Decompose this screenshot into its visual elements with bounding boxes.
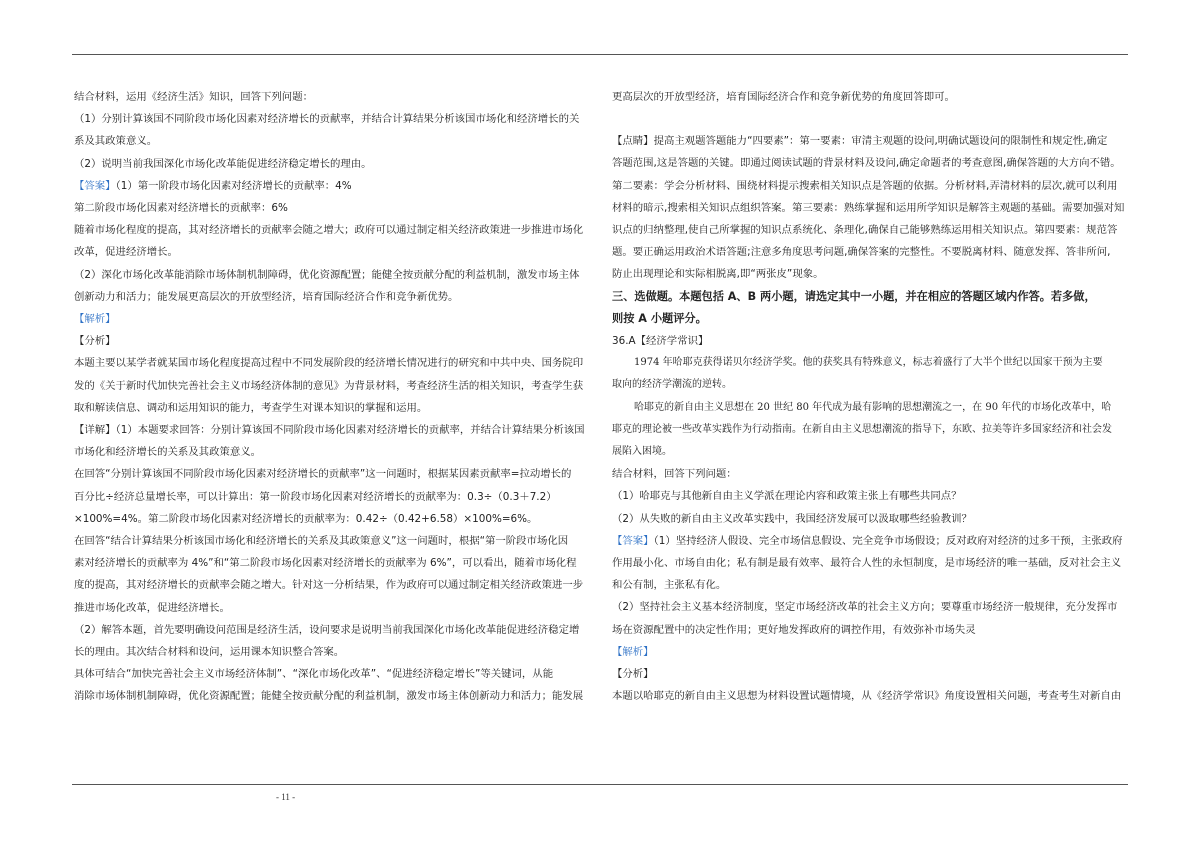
text-line: 结合材料，回答下列问题： xyxy=(612,468,737,481)
text-line: 作用最小化、市场自由化；私有制是最有效率、最符合人性的永恒制度，是市场经济的唯一基础，反对社会主义 xyxy=(612,557,1122,570)
material-line: 1974 年哈耶克获得诺贝尔经济学奖。他的获奖具有特殊意义，标志着盛行了大半个世纪以国家干预为主要 xyxy=(634,357,1103,369)
text-line: 系及其政策意义。 xyxy=(74,135,158,148)
text-line: 更高层次的开放型经济，培育国际经济合作和竞争新优势的角度回答即可。 xyxy=(612,91,955,103)
text-line: 材料的暗示,搜索相关知识点组织答案。第三要素：熟练掌握和运用所学知识是解答主观题的基础。需要加强对知 xyxy=(612,201,1125,214)
material-line: 展陷入困境。 xyxy=(612,446,672,458)
top-rule xyxy=(72,54,1128,55)
text-line: 市场化和经济增长的关系及其政策意义。 xyxy=(74,446,262,459)
text-line: （1）分别计算该国不同阶段市场化因素对经济增长的贡献率，并结合计算结果分析该国市场化和经济增长的关 xyxy=(74,113,580,126)
text-line: 第二要素：学会分析材料、围绕材料提示搜索相关知识点是答题的依据。分析材料,弄清材料的层次,就可以利用 xyxy=(612,179,1118,192)
text-line: 本题以哈耶克的新自由主义思想为材料设置试题情境，从《经济学常识》角度设置相关问题，考查考生对新自由 xyxy=(612,690,1122,703)
text-line: 和公有制，主张私有化。 xyxy=(612,579,727,592)
text-line: 在回答“分别计算该国不同阶段市场化因素对经济增长的贡献率”这一问题时，根据某因素贡献率=拉动增长的 xyxy=(74,468,572,481)
text-line: 识点的归纳整理,使自己所掌握的知识点系统化、条理化,确保自己能够熟练运用相关知识点。第四要素：规范答 xyxy=(612,224,1118,237)
text-line: 【分析】 xyxy=(612,668,654,681)
answer-tag: 【答案】 xyxy=(74,179,116,192)
answer-line: 【答案】（1）第一阶段市场化因素对经济增长的贡献率：4% xyxy=(74,179,352,192)
text-line: 度的提高，其对经济增长的贡献率会随之增大。针对这一分析结果，作为政府可以通过制定相关经济政策进一步 xyxy=(74,579,584,592)
text-line: （2）说明当前我国深化市场化改革能促进经济稳定增长的理由。 xyxy=(74,157,372,170)
text-line: ×100%=4%。第二阶段市场化因素对经济增长的贡献率为：0.42÷（0.42+6.58）×100%=6%。 xyxy=(74,512,538,525)
text-line: （1）哈耶克与其他新自由主义学派在理论内容和政策主张上有哪些共同点？ xyxy=(612,490,962,503)
material-line: 取向的经济学潮流的逆转。 xyxy=(612,379,732,391)
bottom-rule xyxy=(72,784,1128,785)
material-line: 耶克的理论被一些改革实践作为行动指南。在新自由主义思想潮流的指导下，东欧、拉美等许多国家经济和社会发 xyxy=(612,423,1112,435)
text-line: 结合材料，运用《经济生活》知识，回答下列问题： xyxy=(74,91,313,103)
text-line: 推进市场化改革，促进经济增长。 xyxy=(74,601,230,614)
text-line: 消除市场体制机制障碍，优化资源配置；能健全按贡献分配的利益机制，激发市场主体创新动力和活力；能发展 xyxy=(74,690,584,703)
text-line: 取和解读信息、调动和运用知识的能力，考查学生对课本知识的掌握和运用。 xyxy=(74,401,428,414)
text-line: 场在资源配置中的决定性作用；更好地发挥政府的调控作用，有效弥补市场失灵 xyxy=(612,623,976,636)
answer-tag: 【答案】 xyxy=(612,534,654,547)
text-line: 答题范围,这是答题的关键。即通过阅读试题的背景材料及设问,确定命题者的考查意图,确保答题的大方向不错。 xyxy=(612,157,1121,170)
text-line: （2）坚持社会主义基本经济制度，坚定市场经济改革的社会主义方向；要尊重市场经济一般规律，充分发挥市 xyxy=(612,601,1118,614)
page-number: - 11 - xyxy=(276,792,296,802)
detail-line: 【详解】（1）本题要求回答：分别计算该国不同阶段市场化因素对经济增长的贡献率，并结合计算结果分析该国 xyxy=(74,424,585,437)
text-line: （2）从失败的新自由主义改革实践中，我国经济发展可以汲取哪些经验教训？ xyxy=(612,512,972,525)
text-line: 题。要正确运用政治术语答题;注意多角度思考问题,确保答案的完整性。不要脱离材料、随意发挥、答非所问, xyxy=(612,246,1111,259)
answer-line: 【答案】（1）坚持经济人假设、完全市场信息假设、完全竞争市场假设；反对政府对经济的过多干预，主张政府 xyxy=(612,534,1123,547)
left-column xyxy=(74,86,594,708)
detail-tag: 【详解】 xyxy=(74,424,116,437)
text-line: 创新动力和活力；能发展更高层次的开放型经济，培育国际经济合作和竞争新优势。 xyxy=(74,290,459,303)
section-heading-cont: 则按 A 小题评分。 xyxy=(612,311,707,325)
text-line: 本题主要以某学者就某国市场化程度提高过程中不同发展阶段的经济增长情况进行的研究和中共中央、国务院印 xyxy=(74,357,584,370)
text-line: 改革，促进经济增长。 xyxy=(74,246,178,259)
text-line: 发的《关于新时代加快完善社会主义市场经济体制的意见》为背景材料，考查经济生活的相关知识，考查学生获 xyxy=(74,379,584,392)
text-line: 在回答“结合计算结果分析该国市场化和经济增长的关系及其政策意义”这一问题时，根据“第一阶段市场化因 xyxy=(74,535,569,548)
text-line: 防止出现理论和实际相脱离,即“两张皮”现象。 xyxy=(612,268,824,281)
question-label: 36.A【经济学常识】 xyxy=(612,335,709,348)
right-column xyxy=(612,86,1132,707)
text-line: 随着市场化程度的提高，其对经济增长的贡献率会随之增大；政府可以通过制定相关经济政策进一步推进市场化 xyxy=(74,224,584,237)
text-line: 【分析】 xyxy=(74,335,116,348)
analysis-tag: 【解析】 xyxy=(612,645,654,658)
material-line: 哈耶克的新自由主义思想在 20 世纪 80 年代成为最有影响的思想潮流之一，在 90 年代的市场化改革中，哈 xyxy=(634,401,1112,413)
text-line: （2）深化市场化改革能消除市场体制机制障碍，优化资源配置；能健全按贡献分配的利益机制，激发市场主体 xyxy=(74,268,580,281)
text-line: 百分比÷经济总量增长率，可以计算出：第一阶段市场化因素对经济增长的贡献率为：0.3÷（0.3＋7.2） xyxy=(74,490,557,503)
text-line: 素对经济增长的贡献率为 4%”和“第二阶段市场化因素对经济增长的贡献率为 6%”，可以看出，随着市场化程 xyxy=(74,557,577,570)
analysis-tag: 【解析】 xyxy=(74,313,116,326)
point-line: 【点睛】提高主观题答题能力“四要素”：第一要素：审清主观题的设问,明确试题设问的限制性和规定性,确定 xyxy=(612,135,1108,148)
spacer xyxy=(612,108,1132,130)
text-line: （2）解答本题，首先要明确设问范围是经济生活，设问要求是说明当前我国深化市场化改革能促进经济稳定增 xyxy=(74,623,580,636)
text-line: 第二阶段市场化因素对经济增长的贡献率：6% xyxy=(74,202,288,215)
text-line: 长的理由。其次结合材料和设问，运用课本知识整合答案。 xyxy=(74,646,345,659)
text-line: 具体可结合“加快完善社会主义市场经济体制”、“深化市场化改革”、“促进经济稳定增长”等关键词，从能 xyxy=(74,668,554,681)
point-tag: 【点睛】 xyxy=(612,135,654,148)
section-heading: 三、选做题。本题包括 A、B 两小题，请选定其中一小题，并在相应的答题区域内作答。若多做， xyxy=(612,289,1096,303)
